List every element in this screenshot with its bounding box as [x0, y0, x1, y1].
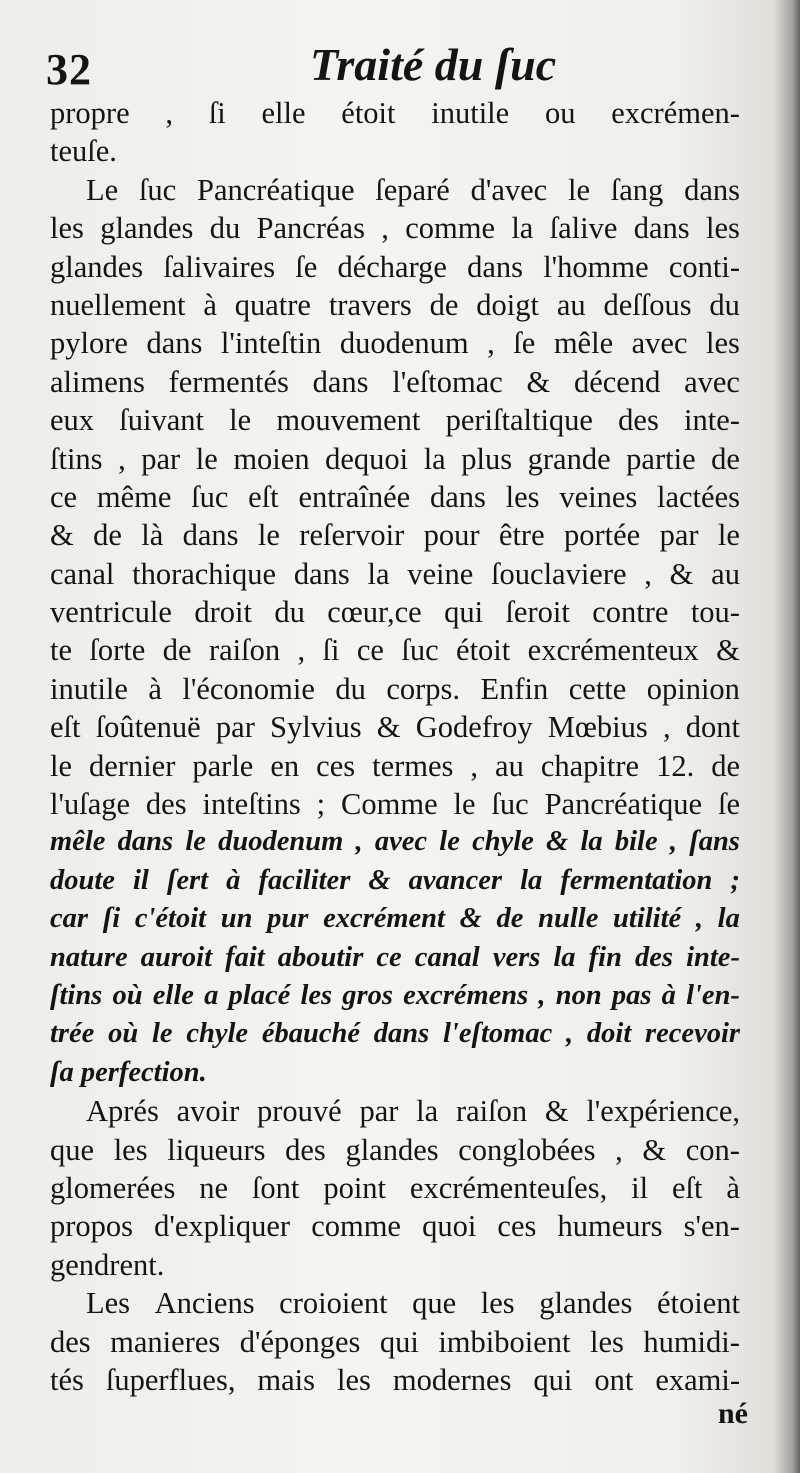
text-line: des manieres d'éponges qui imbiboient les humidi-: [50, 1324, 740, 1359]
text-line: que les liqueurs des glandes conglobées , & con-: [50, 1132, 740, 1167]
text-line: les glandes du Pancréas , comme la ſalive dans les: [50, 211, 740, 246]
text-line: eux ſuivant le mouvement periſtaltique des inte-: [50, 403, 740, 438]
text-line: le dernier parle en ces termes , au chapitre 12. de: [50, 748, 740, 783]
text-line: l'uſage des inteſtins ; Comme le ſuc Pancréatique ſe: [50, 787, 740, 822]
body-text: [50, 94, 740, 1399]
text-line: trée où le chyle ébauché dans l'eſtomac , doit recevoir: [50, 1018, 740, 1050]
text-line: te ſorte de raiſon , ſi ce ſuc étoit excrémenteux &: [50, 633, 740, 668]
text-line: doute il ſert à faciliter & avancer la fermentation ;: [50, 864, 740, 896]
text-line: glomerées ne ſont point excrémenteuſes, il eſt à: [50, 1170, 740, 1205]
page-number: 32: [46, 45, 92, 94]
text-line: nuellement à quatre travers de doigt au deſſous du: [50, 287, 740, 322]
catchword: né: [718, 1397, 748, 1430]
text-line: ventricule droit du cœur,ce qui ſeroit contre tou-: [50, 595, 740, 630]
text-line: propre , ſi elle étoit inutile ou excrémen-: [50, 96, 740, 130]
text-line: car ſi c'étoit un pur excrément & de nulle utilité , la: [50, 903, 740, 935]
text-line: teuſe.: [50, 134, 117, 169]
text-line: Les Anciens croioient que les glandes étoient: [86, 1286, 740, 1321]
text-line: inutile à l'économie du corps. Enfin cette opinion: [50, 671, 740, 706]
text-line: pylore dans l'inteſtin duodenum , ſe mêle avec les: [50, 326, 740, 361]
running-title: Traité du ſuc: [310, 39, 557, 90]
text-line: glandes ſalivaires ſe décharge dans l'homme conti-: [50, 249, 740, 284]
page-header: [0, 32, 800, 102]
text-line: mêle dans le duodenum , avec le chyle & la bile , ſans: [50, 826, 740, 858]
text-line: ce même ſuc eſt entraînée dans les veines lactées: [50, 479, 740, 514]
text-line: Le ſuc Pancréatique ſeparé d'avec le ſang dans: [86, 172, 740, 207]
text-line: gendrent.: [50, 1247, 165, 1282]
page-gutter-shadow: [774, 0, 800, 1473]
text-line: ſa perfection.: [50, 1056, 207, 1088]
text-line: & de là dans le reſervoir pour être portée par le: [50, 518, 740, 553]
text-line: ſtins où elle a placé les gros excrémens , non pas à l'en-: [50, 979, 740, 1011]
text-line: propos d'expliquer comme quoi ces humeurs s'en-: [50, 1209, 740, 1244]
text-line: canal thorachique dans la veine ſouclaviere , & au: [50, 556, 740, 591]
text-line: Aprés avoir prouvé par la raiſon & l'expérience,: [86, 1094, 740, 1129]
text-line: tés ſuperflues, mais les modernes qui ont exami-: [50, 1362, 740, 1397]
text-line: alimens fermentés dans l'eſtomac & décend avec: [50, 364, 740, 399]
text-line: eſt ſoûtenuë par Sylvius & Godefroy Mœbius , dont: [50, 710, 740, 745]
text-line: ſtins , par le moien dequoi la plus grande partie de: [50, 441, 740, 476]
text-line: nature auroit fait aboutir ce canal vers la fin des inte-: [50, 941, 740, 973]
